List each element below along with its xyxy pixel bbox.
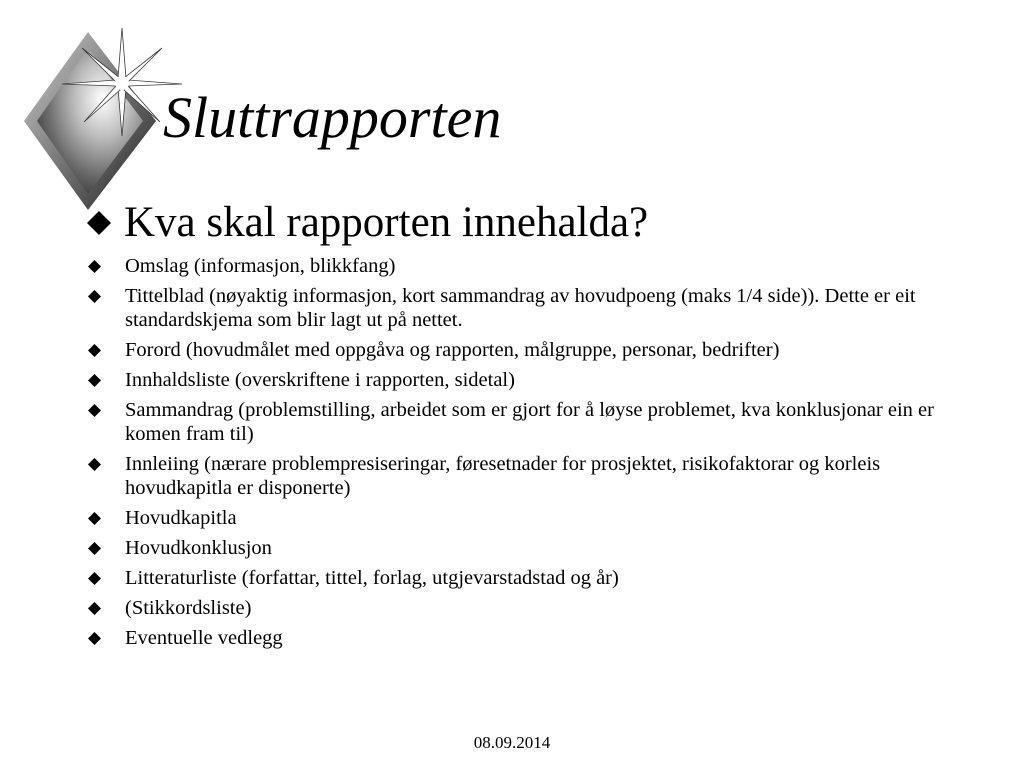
diamond-bullet-icon (86, 596, 125, 620)
diamond-bullet-icon (86, 368, 125, 392)
list-item (86, 398, 946, 446)
list-item-text: Tittelblad (nøyaktig informasjon, kort sammandrag av hovudpoeng (maks 1/4 side)). Dette er eit standardskjema som blir lagt ut på nettet. (125, 285, 916, 331)
list-item (86, 452, 946, 500)
list-item (86, 506, 946, 530)
list-item-text: Sammandrag (problemstilling, arbeidet som er gjort for å løyse problemet, kva konklusjonar ein er komen fram til) (125, 399, 934, 445)
list-item (86, 536, 946, 560)
list-item-text: Forord (hovudmålet med oppgåva og rapporten, målgruppe, personar, bedrifter) (125, 339, 780, 361)
main-bullet-heading (86, 195, 986, 251)
list-item-text: Litteraturliste (forfattar, tittel, forlag, utgjevarstadstad og år) (125, 567, 619, 589)
list-item (86, 338, 946, 362)
list-item-text: Hovudkapitla (125, 507, 237, 529)
diamond-bullet-icon (86, 566, 125, 590)
diamond-bullet-icon (86, 254, 125, 278)
list-item (86, 284, 946, 332)
list-item (86, 368, 946, 392)
diamond-bullet-icon (86, 626, 125, 650)
list-item-text: Eventuelle vedlegg (125, 627, 283, 649)
list-item-text: (Stikkordsliste) (125, 597, 252, 619)
slide-date: 08.09.2014 (473, 733, 551, 752)
diamond-bullet-icon (86, 536, 125, 560)
list-item-text: Innleiing (nærare problempresiseringar, føresetnader for prosjektet, risikofaktorar og korleis hovudkapitla er disponerte) (125, 453, 881, 499)
list-item (86, 254, 946, 278)
list-item (86, 566, 946, 590)
diamond-bullet-icon (86, 506, 125, 530)
diamond-bullet-icon (86, 195, 124, 251)
diamond-bullet-icon (86, 398, 125, 422)
list-item (86, 596, 946, 620)
heading-text: Kva skal rapporten innehalda? (124, 199, 649, 246)
list-item-text: Hovudkonklusjon (125, 537, 272, 559)
diamond-bullet-icon (86, 284, 125, 308)
slide-title: Sluttrapporten (163, 85, 502, 150)
list-item-text: Innhaldsliste (overskriftene i rapporten, sidetal) (125, 369, 515, 391)
content-bullet-list (86, 254, 946, 656)
list-item (86, 626, 946, 650)
list-item-text: Omslag (informasjon, blikkfang) (125, 255, 396, 277)
diamond-bullet-icon (86, 452, 125, 476)
diamond-bullet-icon (86, 338, 125, 362)
